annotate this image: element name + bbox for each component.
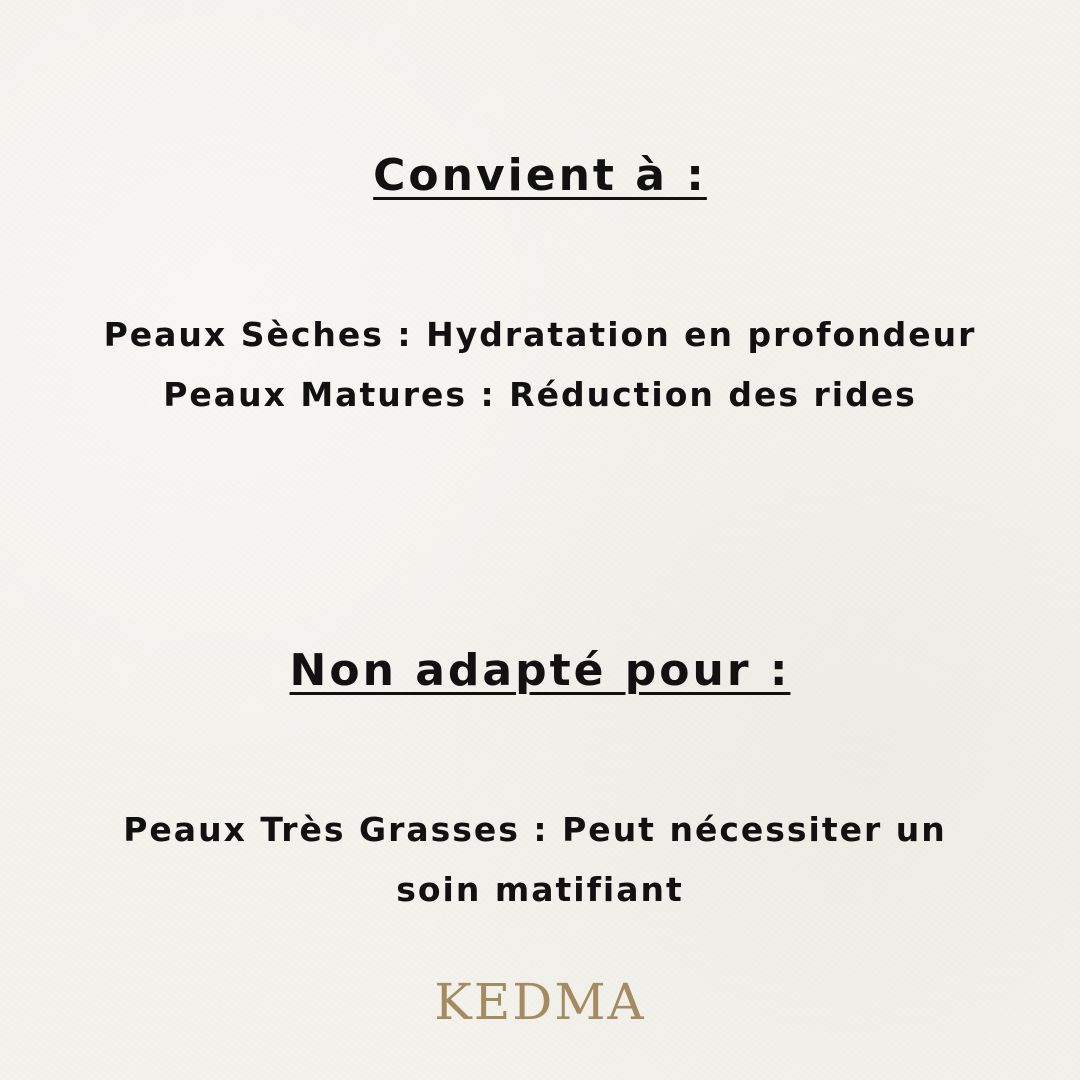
unsuitable-item-oily-skin-continued: soin matifiant	[396, 870, 684, 909]
brand-logo: KEDMA	[434, 973, 646, 1031]
unsuitable-item-oily-skin: Peaux Très Grasses : Peut nécessiter un	[123, 810, 947, 849]
suitable-heading: Convient à :	[373, 150, 707, 201]
suitable-item-dry-skin: Peaux Sèches : Hydratation en profondeur	[103, 315, 977, 354]
suitable-item-mature-skin: Peaux Matures : Réduction des rides	[163, 375, 917, 414]
unsuitable-heading: Non adapté pour :	[289, 645, 791, 696]
